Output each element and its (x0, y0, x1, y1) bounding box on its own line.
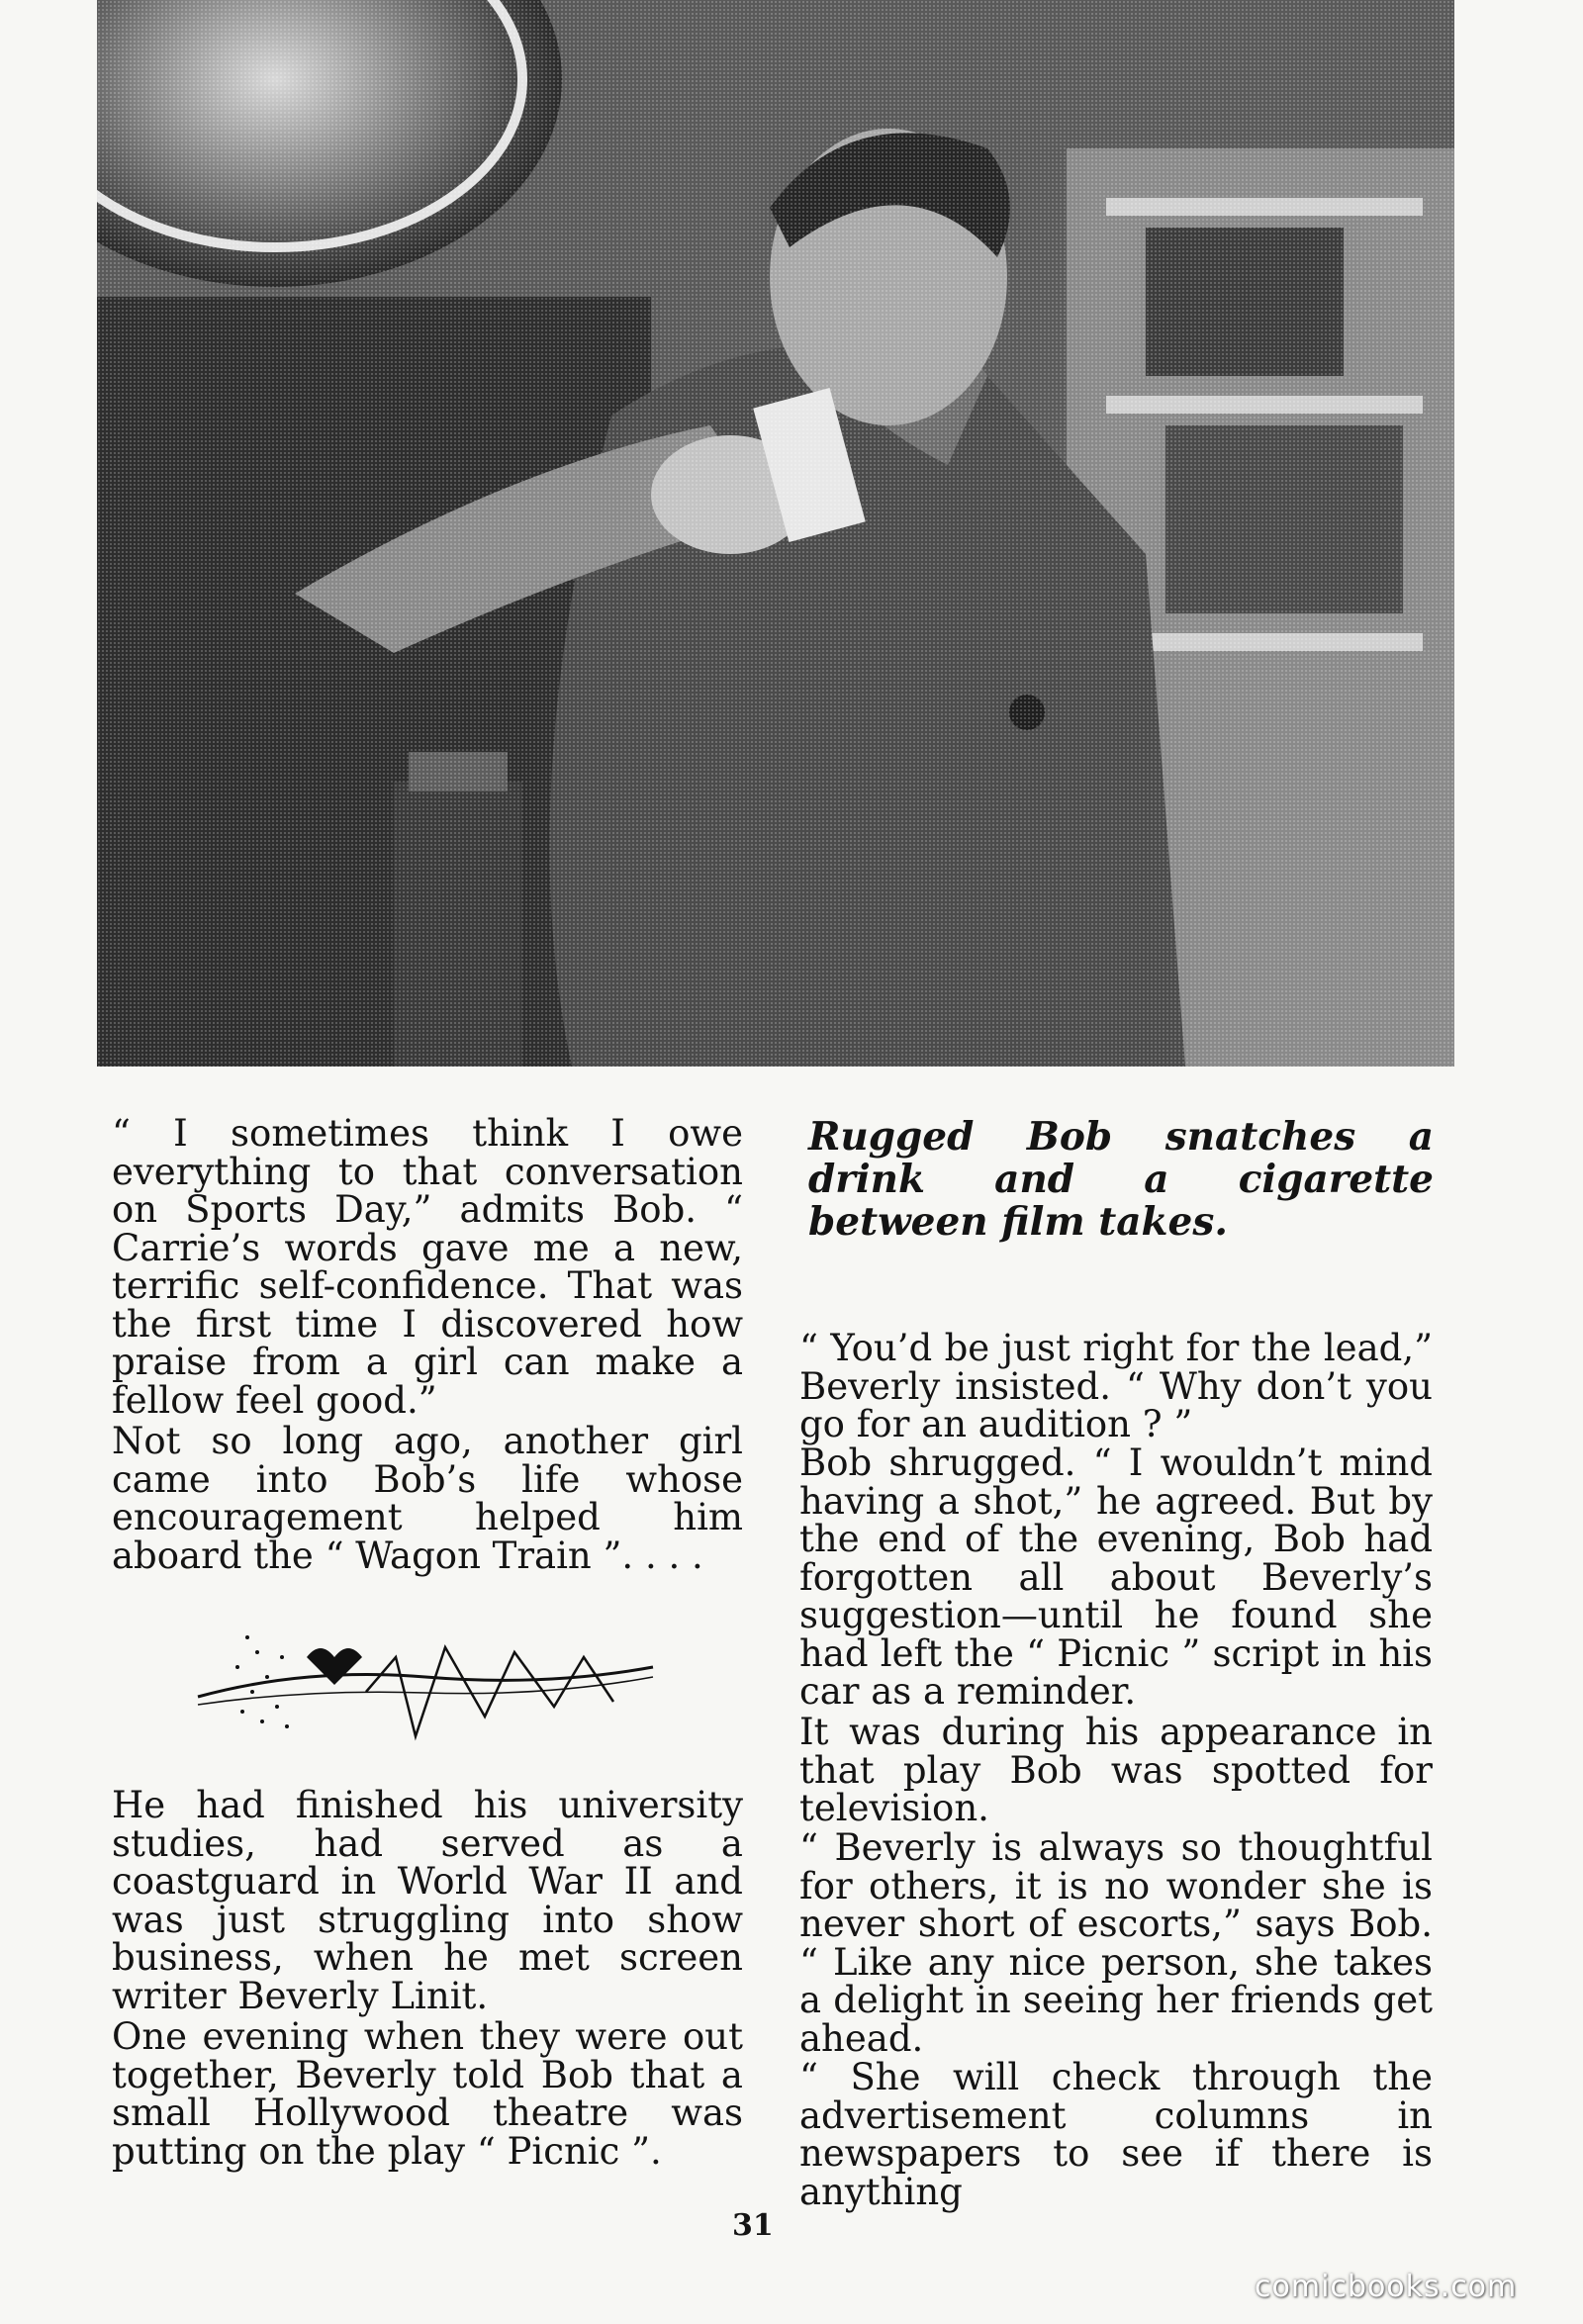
photo-caption: Rugged Bob snatches a drink and a cigarette between film takes. (808, 1114, 1434, 1245)
decorative-divider-icon (188, 1598, 663, 1746)
photo-halftone-man-drinking-icon (97, 0, 1454, 1067)
photo (97, 0, 1454, 1067)
right-paragraph-3: It was during his appearance in that play Bob was spotted for television. (799, 1711, 1433, 1829)
right-paragraph-2: Bob shrugged. “ I wouldn’t mind having a shot,” he agreed. But by the end of the evening, Bob had forgotten all about Beverly’s suggestion—until he found she had left the “ Picnic ” script in his car as a reminder. (799, 1441, 1433, 1713)
right-paragraph-4: “ Beverly is always so thoughtful for others, it is no wonder she is never short of escorts,” says Bob. “ Like any nice person, she takes a delight in seeing her friends get ahead. (799, 1826, 1433, 2060)
watermark: comicbooks.com (1255, 2270, 1518, 2304)
page-number: 31 (732, 2208, 774, 2243)
right-paragraph-5: “ She will check through the advertisement columns in newspapers to see if there is anything (799, 2056, 1433, 2213)
left-paragraph-1: “ I sometimes think I owe everything to that conversation on Sports Day,” admits Bob. “ Carrie’s words gave me a new, terrific self-confidence. That was the first time I discovered how praise from a girl can make a fellow feel good.” (112, 1112, 743, 1422)
left-paragraph-2: Not so long ago, another girl came into Bob’s life whose encouragement helped him aboard the “ Wagon Train ”. . . . (112, 1420, 743, 1577)
right-paragraph-1: “ You’d be just right for the lead,” Beverly insisted. “ Why don’t you go for an audition ? ” (799, 1327, 1433, 1445)
left-paragraph-4: One evening when they were out together, Beverly told Bob that a small Hollywood theatre was putting on the play “ Picnic ”. (112, 2015, 743, 2173)
left-paragraph-3: He had finished his university studies, had served as a coastguard in World War II and was just struggling into show business, when he met screen writer Beverly Linit. (112, 1784, 743, 2017)
